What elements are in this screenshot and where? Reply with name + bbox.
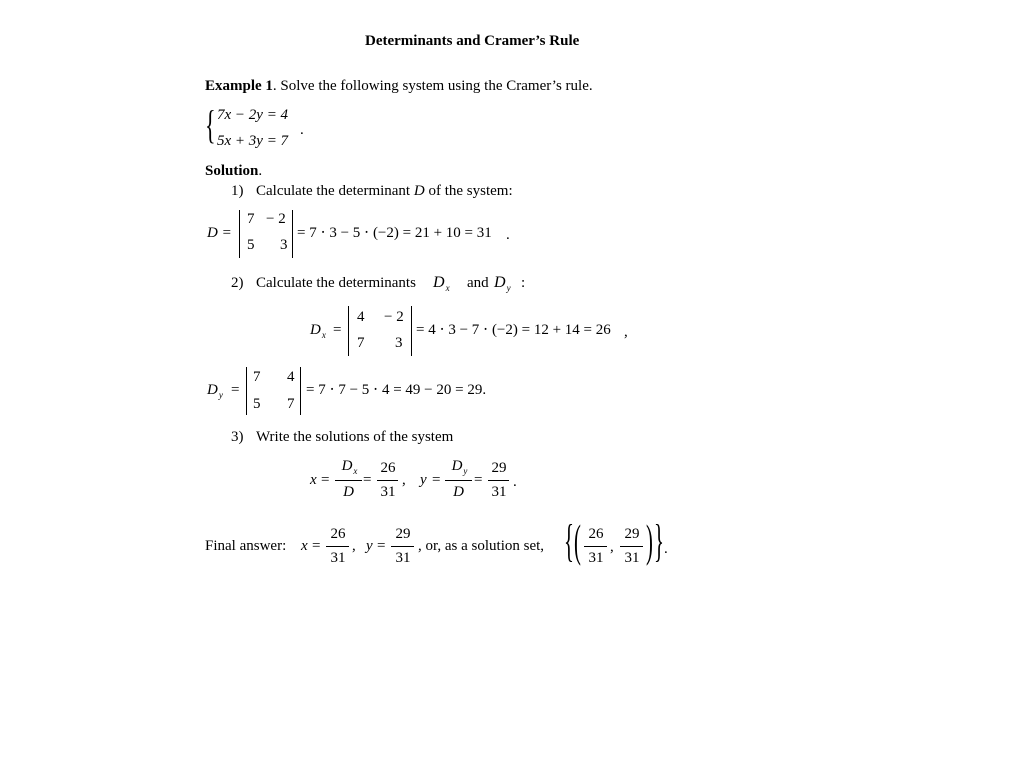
matrix-cell: 7 — [357, 335, 365, 351]
matrix-bar-right — [411, 306, 412, 356]
det-dy-equals: = — [231, 382, 240, 398]
solution-comma: , — [402, 472, 406, 488]
det-dx-expansion: = 4 ⋅ 3 − 7 ⋅ (−2) = 12 + 14 = 26 — [416, 322, 611, 338]
matrix-cell: − 2 — [266, 211, 286, 227]
page-title: Determinants and Cramer’s Rule — [365, 33, 580, 49]
fraction-d-denominator: D — [343, 484, 354, 500]
matrix-bar-left — [239, 210, 240, 258]
fraction-numerator: 29 — [491, 460, 507, 476]
system-equation-2: 5x + 3y = 7 — [217, 133, 289, 149]
example-statement — [205, 79, 593, 94]
fraction-bar — [326, 546, 349, 547]
matrix-bar-left — [348, 306, 349, 356]
step-2-number: 2) — [231, 275, 244, 291]
matrix-cell: 7 — [287, 396, 295, 412]
fraction-numerator: 26 — [330, 526, 346, 542]
matrix-cell: 3 — [395, 335, 403, 351]
final-y-var: y — [366, 538, 373, 554]
set-open-paren: ( — [574, 515, 581, 566]
final-answer-label: Final answer: — [205, 538, 287, 554]
system-period: . — [300, 122, 304, 138]
final-comma: , — [352, 538, 356, 554]
set-comma: , — [610, 539, 614, 555]
det-dy-expansion: = 7 ⋅ 7 − 5 ⋅ 4 = 49 − 20 = 29. — [306, 382, 487, 398]
step-2-colon: : — [521, 275, 526, 291]
fraction-numerator: 26 — [588, 526, 604, 542]
set-close-paren: ) — [646, 515, 653, 566]
fraction-denominator: 31 — [380, 484, 396, 500]
step-3-text: Write the solutions of the system — [256, 429, 454, 445]
set-close-brace: } — [654, 515, 664, 566]
solution-y-equals-2: = — [474, 472, 483, 488]
example-label: Example 1 — [205, 78, 273, 94]
fraction-denominator: 31 — [330, 550, 346, 566]
fraction-numerator: 29 — [624, 526, 640, 542]
example-text: . Solve the following system using the Cramer’s rule. — [272, 78, 593, 94]
solution-x-equals-2: = — [363, 472, 372, 488]
solution-heading: Solution. — [205, 163, 263, 179]
solution-x-var: x — [310, 472, 317, 488]
system-equation-1: 7x − 2y = 4 — [217, 107, 289, 123]
fraction-numerator: 29 — [395, 526, 411, 542]
final-x-equals: = — [312, 538, 321, 554]
step-2-and: and — [467, 275, 489, 291]
matrix-cell: 5 — [253, 396, 261, 412]
matrix-bar-right — [292, 210, 293, 258]
matrix-bar-left — [246, 367, 247, 415]
system-brace: { — [205, 102, 216, 147]
det-dx-lhs: $D_x$ — [310, 322, 326, 340]
matrix-bar-right — [300, 367, 301, 415]
matrix-cell: 7 — [247, 211, 255, 227]
matrix-cell: 4 — [357, 309, 365, 325]
fraction-dy-numerator: $D_y$ — [451, 458, 468, 476]
matrix-cell: 7 — [253, 369, 261, 385]
matrix-cell: − 2 — [384, 309, 404, 325]
fraction-bar — [377, 480, 398, 481]
det-d-period: . — [506, 227, 510, 243]
step-1-text: Calculate the determinant D of the system: — [256, 183, 513, 199]
step-1-number: 1) — [231, 183, 244, 199]
fraction-bar — [445, 480, 472, 481]
det-d-lhs: D = — [207, 225, 232, 241]
matrix-cell: 5 — [247, 237, 255, 253]
fraction-denominator: 31 — [395, 550, 411, 566]
det-dx-equals: = — [333, 322, 342, 338]
fraction-bar — [584, 546, 607, 547]
step-2-dx: $D_x$ — [433, 274, 450, 293]
fraction-bar — [335, 480, 362, 481]
det-dx-comma: , — [624, 324, 628, 340]
fraction-d-denominator: D — [453, 484, 464, 500]
fraction-bar — [488, 480, 509, 481]
solution-period: . — [513, 474, 517, 490]
matrix-cell: 4 — [287, 369, 295, 385]
step-2-dy: $D_y$ — [494, 274, 511, 293]
final-y-equals: = — [377, 538, 386, 554]
solution-label: Solution — [205, 163, 259, 179]
set-open-brace: { — [564, 515, 574, 566]
fraction-bar — [391, 546, 414, 547]
final-middle-text: , or, as a solution set, — [418, 538, 545, 554]
fraction-dx-numerator: $D_x$ — [341, 458, 358, 476]
det-d-expansion: = 7 ⋅ 3 − 5 ⋅ (−2) = 21 + 10 = 31 — [297, 225, 492, 241]
fraction-denominator: 31 — [624, 550, 640, 566]
solution-y-var: y — [420, 472, 427, 488]
fraction-numerator: 26 — [380, 460, 396, 476]
solution-x-equals: = — [321, 472, 330, 488]
fraction-denominator: 31 — [588, 550, 604, 566]
fraction-bar — [620, 546, 643, 547]
det-dy-lhs: $D_y$ — [207, 382, 223, 400]
step-3-number: 3) — [231, 429, 244, 445]
final-x-var: x — [301, 538, 308, 554]
final-period: . — [664, 541, 668, 557]
solution-y-equals: = — [432, 472, 441, 488]
matrix-cell: 3 — [280, 237, 288, 253]
fraction-denominator: 31 — [491, 484, 507, 500]
step-2-text: Calculate the determinants — [256, 275, 416, 291]
